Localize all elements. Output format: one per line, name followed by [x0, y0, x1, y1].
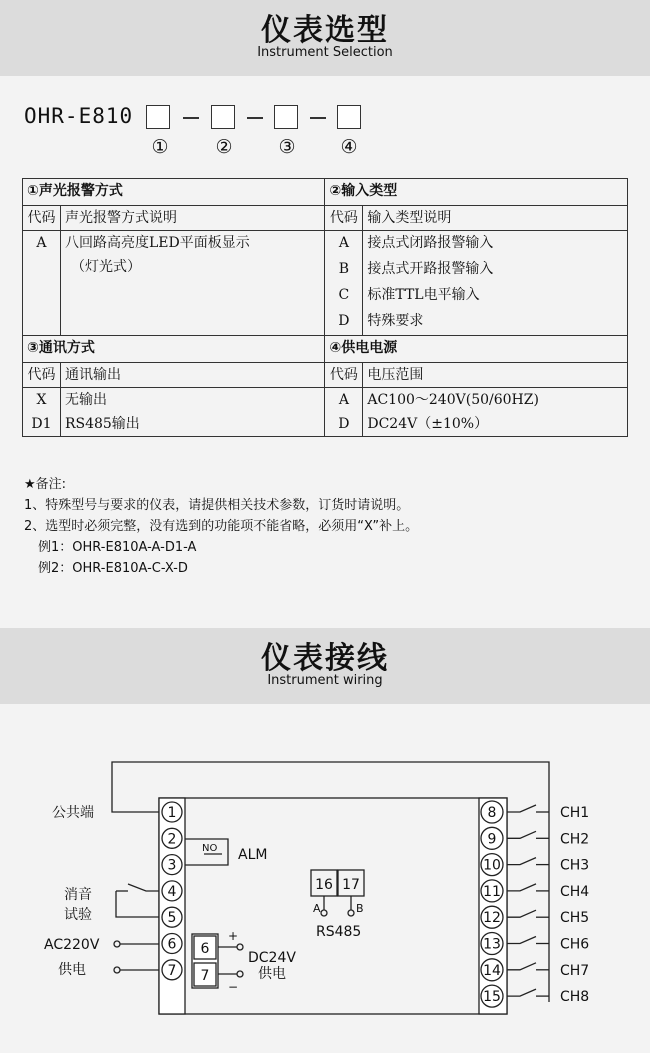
alm-label: ALM [238, 847, 268, 863]
mute-label-1: 消音 [64, 887, 92, 903]
sec4-title: ④供电电源 [325, 336, 628, 363]
channel-switch [507, 963, 536, 970]
selection-title: 仪表选型 [261, 13, 389, 48]
sec1-desc-cell [60, 231, 324, 336]
sec2-col-header: 输入类型说明 [363, 206, 628, 231]
option-box-1 [146, 105, 170, 129]
model-prefix: OHR-E810 [24, 104, 134, 128]
right-terminal-label: 13 [483, 936, 501, 953]
common-label: 公共端 [52, 805, 94, 821]
mute-switch-upper [128, 884, 159, 891]
sec3-code-header: 代码 [23, 363, 61, 388]
option-box-2 [211, 105, 235, 129]
sec4-desc: AC100～240V(50/60HZ) [363, 388, 628, 413]
sec3-code: X [23, 388, 61, 413]
sec3-title: ③通讯方式 [23, 336, 325, 363]
selection-title-band [0, 0, 650, 76]
sec2-code: C [325, 283, 363, 309]
dc-minus-terminal [237, 971, 243, 977]
note-line-2: 2、选型时必须完整，没有选到的功能项不能省略，必须用“X”补上。 [24, 519, 419, 534]
channel-label: CH4 [560, 883, 590, 900]
plus-label: + [228, 929, 239, 943]
wiring-title: 仪表接线 [261, 641, 389, 676]
right-terminal-label: 10 [483, 857, 501, 874]
notes [24, 474, 418, 579]
sec3-desc: RS485输出 [60, 412, 324, 437]
dc-plus-terminal [237, 944, 243, 950]
channel-switch [507, 989, 536, 996]
notes-title: ★备注: [24, 477, 67, 492]
circled-number-3: ③ [278, 136, 296, 158]
wiring-subtitle: Instrument wiring [267, 673, 383, 688]
left-terminal-label: 2 [167, 831, 177, 848]
sec2-title: ②输入类型 [325, 179, 628, 206]
ac-terminal-2 [114, 967, 120, 973]
example-1: 例1：OHR-E810A-A-D1-A [38, 540, 197, 555]
sec1-code-header: 代码 [23, 206, 61, 231]
rs-term-17-label: 17 [342, 877, 360, 893]
mute-label-2: 试验 [64, 907, 92, 923]
mute-wire-lower [116, 891, 159, 917]
sec4-col-header: 电压范围 [363, 363, 628, 388]
right-terminal-label: 12 [483, 910, 501, 927]
right-terminal-label: 8 [487, 805, 497, 821]
sec1-title: ①声光报警方式 [23, 179, 325, 206]
sec2-code: A [325, 231, 363, 258]
channel-switch [507, 884, 536, 891]
circled-number-2: ② [215, 136, 233, 158]
sec1-desc-2: （灯光式） [70, 259, 141, 275]
sec2-desc: 特殊要求 [363, 309, 628, 336]
sec4-code: D [325, 412, 363, 437]
left-terminal-label: 7 [167, 962, 177, 979]
example-2: 例2：OHR-E810A-C-X-D [38, 561, 188, 576]
selection-subtitle: Instrument Selection [257, 45, 393, 60]
note-line-1: 1、特殊型号与要求的仪表，请提供相关技术参数，订货时请说明。 [24, 498, 410, 513]
wiring-title-band [0, 628, 650, 704]
circled-number-4: ④ [340, 136, 358, 158]
dc-term-7-label: 7 [200, 968, 210, 984]
sec1-col-header: 声光报警方式说明 [60, 206, 324, 231]
selection-table [22, 178, 628, 437]
rs-a-label: A [313, 902, 321, 915]
channel-switch [507, 831, 536, 838]
left-terminal-label: 3 [167, 857, 177, 874]
dash-3 [310, 117, 326, 119]
right-terminal-label: 9 [487, 831, 497, 848]
rs-a-terminal [321, 910, 327, 916]
rs-b-terminal [348, 910, 354, 916]
right-terminal-label: 11 [483, 883, 501, 900]
sec4-code-header: 代码 [325, 363, 363, 388]
option-box-3 [274, 105, 298, 129]
left-terminal-label: 5 [167, 910, 177, 927]
sec2-code-header: 代码 [325, 206, 363, 231]
rs-b-label: B [356, 902, 364, 915]
dc-label-2: 供电 [258, 966, 286, 982]
ac-label-2: 供电 [58, 962, 86, 978]
left-terminal-label: 4 [167, 883, 177, 900]
channel-label: CH2 [560, 831, 590, 848]
sec2-code: B [325, 257, 363, 283]
channel-label: CH7 [560, 962, 590, 979]
sec2-desc: 接点式开路报警输入 [363, 257, 628, 283]
no-label: NO [202, 843, 218, 854]
dc-label-1: DC24V [248, 950, 296, 966]
dash-1 [183, 117, 199, 119]
wiring-diagram [0, 704, 650, 1053]
sec1-code: A [23, 231, 61, 336]
dc-term-6-label: 6 [200, 941, 210, 957]
sec2-code: D [325, 309, 363, 336]
channel-switch [507, 805, 536, 812]
right-terminal-label: 14 [483, 962, 501, 979]
sec2-desc: 接点式闭路报警输入 [363, 231, 628, 258]
sec2-desc: 标准TTL电平输入 [363, 283, 628, 309]
rs485-label: RS485 [316, 924, 362, 940]
channel-label: CH3 [560, 857, 590, 874]
minus-label: − [228, 980, 239, 994]
sec3-col-header: 通讯输出 [60, 363, 324, 388]
channel-label: CH5 [560, 910, 590, 927]
right-terminal-label: 15 [483, 989, 501, 1006]
rs-term-16-label: 16 [315, 877, 333, 893]
left-terminal-label: 1 [167, 805, 177, 821]
ac-label-1: AC220V [44, 937, 100, 953]
left-terminal-label: 6 [167, 936, 177, 953]
ac-terminal-1 [114, 941, 120, 947]
channel-switch [507, 937, 536, 944]
sec3-code: D1 [23, 412, 61, 437]
channel-switch [507, 858, 536, 865]
channel-label: CH6 [560, 936, 590, 953]
circled-number-1: ① [151, 136, 169, 158]
sec1-desc: 八回路高亮度LED平面板显示 [64, 235, 250, 251]
channel-label: CH1 [560, 805, 590, 821]
dash-2 [247, 117, 263, 119]
sec4-desc: DC24V（±10%） [363, 412, 628, 437]
channel-switch [507, 910, 536, 917]
sec3-desc: 无输出 [60, 388, 324, 413]
sec4-code: A [325, 388, 363, 413]
channel-label: CH8 [560, 989, 590, 1006]
option-box-4 [337, 105, 361, 129]
